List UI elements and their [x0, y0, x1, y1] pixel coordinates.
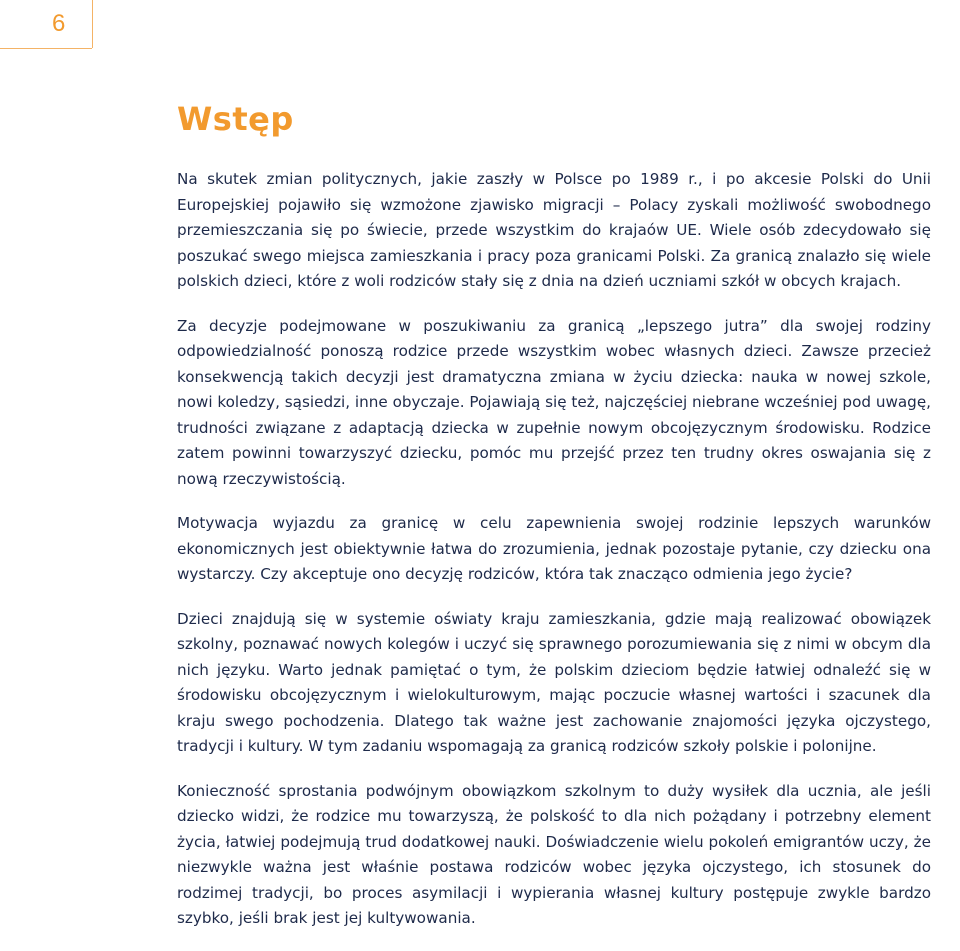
paragraph-1: Na skutek zmian politycznych, jakie zaszły w Polsce po 1989 r., i po akcesie Polski do Unii Europejskiej pojawiło się wzmożone zjawisko migracji – Polacy zyskali możliwość swobodnego przemieszczania się po świecie, przede wszystkim do krajaów UE. Wiele osób zdecydowało się poszukać swego miejsca zamieszkania i pracy poza granicami Polski. Za granicą znalazło się wiele polskich dzieci, które z woli rodziców stały się z dnia na dzień uczniami szkół w obcych krajach. [177, 170, 931, 290]
paragraph-5: Konieczność sprostania podwójnym obowiązkom szkolnym to duży wysiłek dla ucznia, ale jeśli dziecko widzi, że rodzice mu towarzyszą, że polskość to dla nich pożądany i potrzebny element życia, łatwiej podejmują trud dodatkowej nauki. Doświadczenie wielu pokoleń emigrantów uczy, że niezwykle ważna jest właśnie postawa rodziców wobec języka ojczystego, ich stosunek do rodzimej tradycji, bo proces asymilacji i wypierania własnej kultury postępuje zwykle bardzo szybko, jeśli brak jest jej kultywowania. [177, 781, 931, 927]
page-number: 6 [52, 10, 66, 37]
section-title: Wstęp [177, 100, 294, 138]
page-corner-rule-vertical [92, 0, 93, 48]
paragraph-4: Dzieci znajdują się w systemie oświaty kraju zamieszkania, gdzie mają realizować obowiązek szkolny, poznawać nowych kolegów i uczyć się sprawnego porozumiewania się z nimi w obcym dla nich języku. Warto jednak pamiętać o tym, że polskim dzieciom będzie łatwiej odnaleźć się w środowisku obcojęzycznym i wielokulturowym, mając poczucie własnej wartości i szacunek dla kraju swego pochodzenia. Dlatego tak ważne jest zachowanie znajomości języka ojczystego, tradycji i kultury. W tym zadaniu wspomagają za granicą rodziców szkoły polskie i polonijne. [177, 609, 931, 755]
paragraph-3: Motywacja wyjazdu za granicę w celu zapewnienia swojej rodzinie lepszych warunków ekonomicznych jest obiektywnie łatwa do zrozumienia, jednak pozostaje pytanie, czy dziecku ona wystarczy. Czy akceptuje ono decyzję rodziców, która tak znacząco odmienia jego życie? [177, 514, 931, 583]
page-corner-rule [0, 48, 92, 49]
body-text [177, 167, 931, 951]
paragraph-2: Za decyzje podejmowane w poszukiwaniu za granicą „lepszego jutra” dla swojej rodziny odpowiedzialność ponoszą rodzice przede wszystkim wobec własnych dzieci. Zawsze przecież konsekwencją takich decyzji jest dramatyczna zmiana w życiu dziecka: nauka w nowej szkole, nowi koledzy, sąsiedzi, inne obyczaje. Pojawiają się też, najczęściej niebrane wcześniej pod uwagę, trudności związane z adaptacją dziecka w zupełnie nowym obcojęzycznym środowisku. Rodzice zatem powinni towarzyszyć dziecku, pomóc mu przejść przez ten trudny okres oswajania się z nową rzeczywistością. [177, 316, 931, 488]
